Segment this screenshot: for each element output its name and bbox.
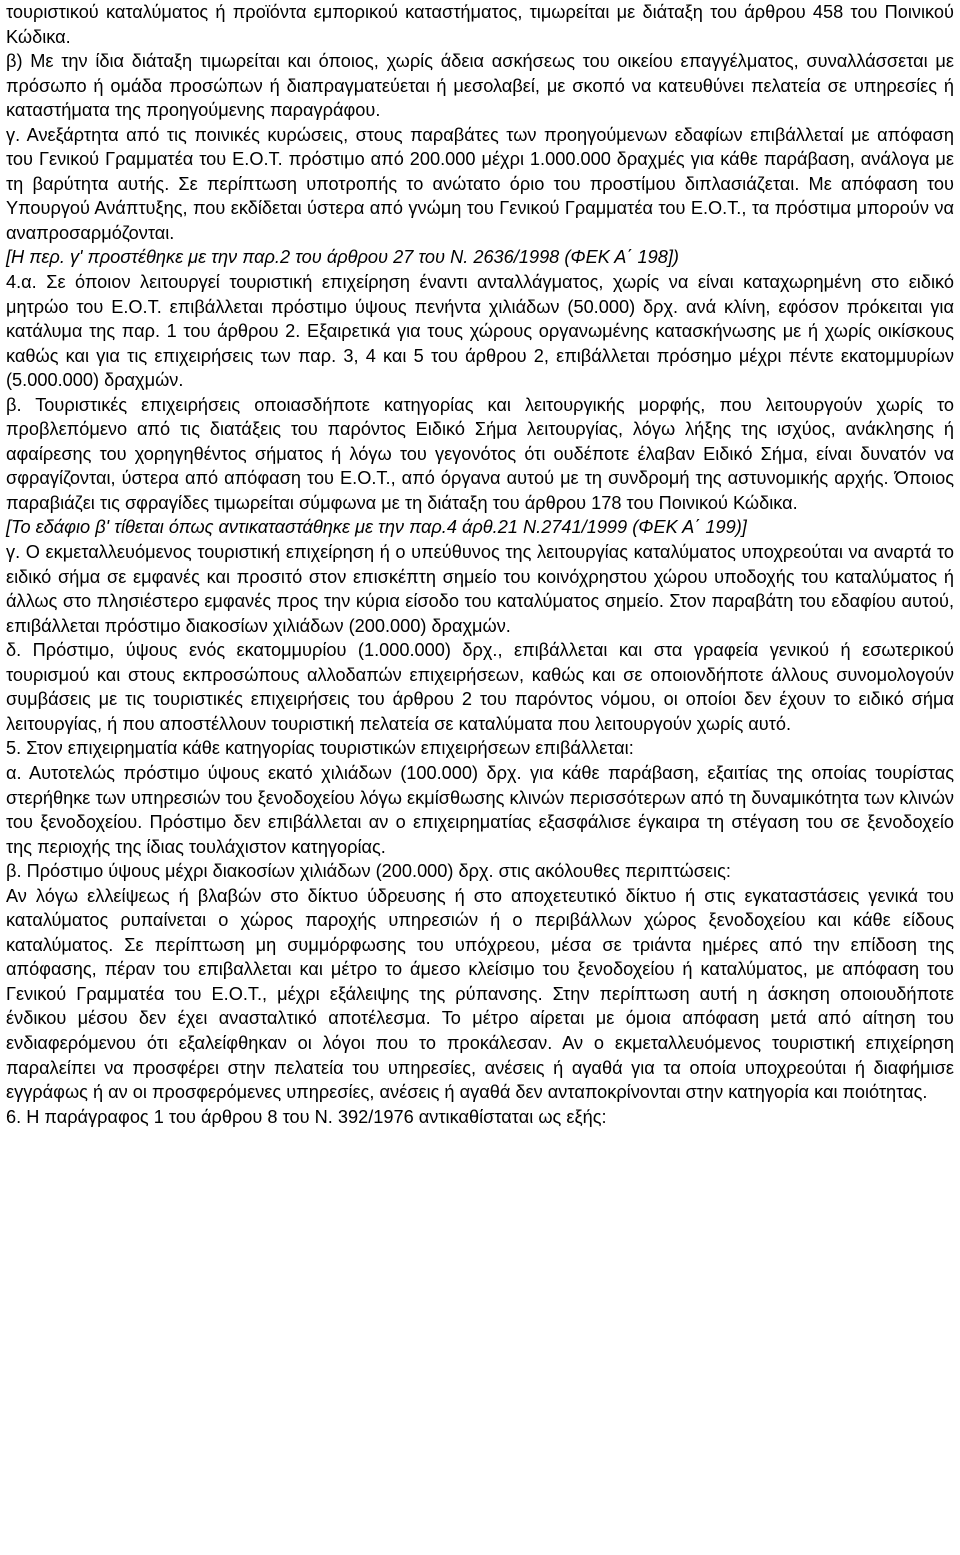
paragraph-4c-sign-display: γ. Ο εκμεταλλευόμενος τουριστική επιχείρηση ή ο υπεύθυνος της λειτουργίας καταλύματος υποχρεούται να αναρτά το ειδικό σήμα σε εμφανές και προσιτό στον επισκέπτη σημείο του κοινόχρηστου χώρου υποδοχής του καταλύματος ή άλλως στο πλησιέστερο εμφανές προς την κύρια είσοδο του καταλύματος σημείο. Στον παραβάτη του εδαφίου αυτού, επιβάλλεται πρόστιμο διακοσίων χιλιάδων (200.000) δραχμών. <box>6 542 954 636</box>
paragraph-5b-details: Αν λόγω ελλείψεως ή βλαβών στο δίκτυο ύδρευσης ή στο αποχετευτικό δίκτυο ή στις εγκαταστάσεις γενικά του καταλύματος ρυπαίνεται ο χώρος παροχής υπηρεσιών ή ο περιβάλλων χώρος ξενοδοχείου και κάθε είδους καταλύματος. Σε περίπτωση μη συμμόρφωσης του υπόχρεου, μέσα σε τριάντα ημέρες από την επίδοση της απόφασης, πέραν του επιβαλλεται και μέτρο το άμεσο κλείσιμο του ξενοδοχείου ή καταλύματος, με απόφαση του Γενικού Γραμματέα του Ε.Ο.Τ., μέχρι εξάλειψης της ρύπανσης. Στην περίπτωση αυτή η άσκηση οποιουδήποτε ένδικου μέσου δεν έχει ανασταλτικό αποτέλεσμα. Το μέτρο αίρεται με όμοια απόφαση μετά από αίτηση του ενδιαφερόμενου ότι εξαλείφθηκαν οι λόγοι που το προκάλεσαν. Αν ο εκμεταλλευόμενος τουριστική επιχείρηση παραλείπει να προσφέρει στην πελατεία του υπηρεσίες, ανέσεις ή αγαθά για τα οποία υποχρεούται ή διαφήμισε εγγράφως ή αν οι προσφερόμενες υπηρεσίες, ανέσεις ή αγαθά δεν ανταποκρίνονται στην κατηγορία και ποιότητας. <box>6 885 954 1103</box>
paragraph-6: 6. Η παράγραφος 1 του άρθρου 8 του Ν. 392/1976 αντικαθίσταται ως εξής: <box>6 1106 607 1127</box>
paragraph-intro-continuation: τουριστικού καταλύματος ή προϊόντα εμπορικού καταστήματος, τιμωρείται με διάταξη του άρθρου 458 του Ποινικού Κώδικα. <box>6 2 954 47</box>
paragraph-b-unlicensed-mediation: β) Με την ίδια διάταξη τιμωρείται και όποιος, χωρίς άδεια ασκήσεως του οικείου επαγγέλματος, συναλλάσσεται με πρόσωπο ή ομάδα προσώπων ή διαπραγματεύεται ή μεσολαβεί, με σκοπό να κατευθύνει πελατεία σε υπηρεσίες ή καταστήματα της προηγούμενης παραγράφου. <box>6 51 954 121</box>
paragraph-4a-registry: 4.α. Σε όποιον λειτουργεί τουριστική επιχείρηση έναντι ανταλλάγματος, χωρίς να είναι καταχωρημένη στο ειδικό μητρώο του Ε.Ο.Τ. επιβάλλεται πρόστιμο ύψους πενήντα χιλιάδων (50.000) δρχ. ανά κλίνη, εφόσον πρόκειται για κατάλυμα της παρ. 1 του άρθρου 2. Εξαιρετικά για τους χώρους οργανωμένης κατασκήνωσης με ή χωρίς οικίσκους καθώς και για τις επιχειρήσεις των παρ. 3, 4 και 5 του άρθρου 2, επιβάλλεται πρόσημο μέχρι πέντε εκατομμυρίων (5.000.000) δραχμών. <box>6 272 954 391</box>
paragraph-4b-sealing: β. Τουριστικές επιχειρήσεις οποιασδήποτε κατηγορίας και λειτουργικής μορφής, που λειτουργούν χωρίς το προβλεπόμενο από τις διατάξεις του παρόντος Ειδικό Σήμα λειτουργίας, λόγω λήξης της ισχύος, ανάκλησης ή αφαίρεσης του χορηγηθέντος σήματος ή λόγω του γεγονότος ότι ουδέποτε έλαβαν Ειδικό Σήμα, είναι δυνατόν να σφραγίζονται, ύστερα από απόφαση του Ε.Ο.Τ., από όργανα αυτού με τη συνδρομή της αστυνομικής αρχής. Όποιος παραβιάζει τις σφραγίδες τιμωρείται σύμφωνα με τη διάταξη του άρθρου 178 του Ποινικού Κώδικα. <box>6 394 954 513</box>
paragraph-5a-overbooking: α. Αυτοτελώς πρόστιμο ύψους εκατό χιλιάδων (100.000) δρχ. για κάθε παράβαση, εξαιτίας της οποίας τουρίστας στερήθηκε των υπηρεσιών του ξενοδοχείου λόγω εκμίσθωσης κλινών περισσότερων από τη δυναμικότητα των κλινών του ξενοδοχείου. Πρόστιμο δεν επιβάλλεται αν ο επιχειρηματίας εξασφάλισε έγκαιρα τη στέγαση του σε ξενοδοχείο της περιοχής της ίδιας τουλάχιστον κατηγορίας. <box>6 762 954 857</box>
amendment-note-2: [Το εδάφιο β' τίθεται όπως αντικαταστάθηκε με την παρ.4 άρθ.21 Ν.2741/1999 (ΦΕΚ Α΄ 199)] <box>6 517 747 538</box>
paragraph-5b-fines: β. Πρόστιμο ύψους μέχρι διακοσίων χιλιάδων (200.000) δρχ. στις ακόλουθες περιπτώσεις: <box>6 861 731 882</box>
paragraph-5-heading: 5. Στον επιχειρηματία κάθε κατηγορίας τουριστικών επιχειρήσεων επιβάλλεται: <box>6 738 634 759</box>
paragraph-4d-travel-agencies: δ. Πρόστιμο, ύψους ενός εκατομμυρίου (1.000.000) δρχ., επιβάλλεται και στα γραφεία γενικού ή εσωτερικού τουρισμού και στους εκπροσώπους αλλοδαπών επιχειρήσεων, καθώς και σε οποιονδήποτε άλλους συνομολογούν συμβάσεις με τις τουριστικές επιχειρήσεις του άρθρου 2 του παρόντος νόμου, οι οποίοι δεν έχουν το ειδικό σήμα λειτουργίας, ή που αποστέλλουν τουριστική πελατεία σε καταλύματα που λειτουργούν χωρίς αυτό. <box>6 640 954 734</box>
paragraph-c-fines: γ. Ανεξάρτητα από τις ποινικές κυρώσεις, στους παραβάτες των προηγούμενων εδαφίων επιβάλλεταί με απόφαση του Γενικού Γραμματέα του Ε.Ο.Τ. πρόστιμο από 200.000 μέχρι 1.000.000 δραχμές για κάθε παράβαση, ανάλογα με τη βαρύτητα αυτής. Σε περίπτωση υποτροπής το ανώτατο όριο του προστίμου διπλασιάζεται. Με απόφαση του Υπουργού Ανάπτυξης, που εκδίδεται ύστερα από γνώμη του Γενικού Γραμματέα του Ε.Ο.Τ., τα πρόστιμα μπορούν να αναπροσαρμόζονται. <box>6 124 954 243</box>
amendment-note-1: [Η περ. γ' προστέθηκε με την παρ.2 του άρθρου 27 του Ν. 2636/1998 (ΦΕΚ Α΄ 198]) <box>6 247 679 268</box>
